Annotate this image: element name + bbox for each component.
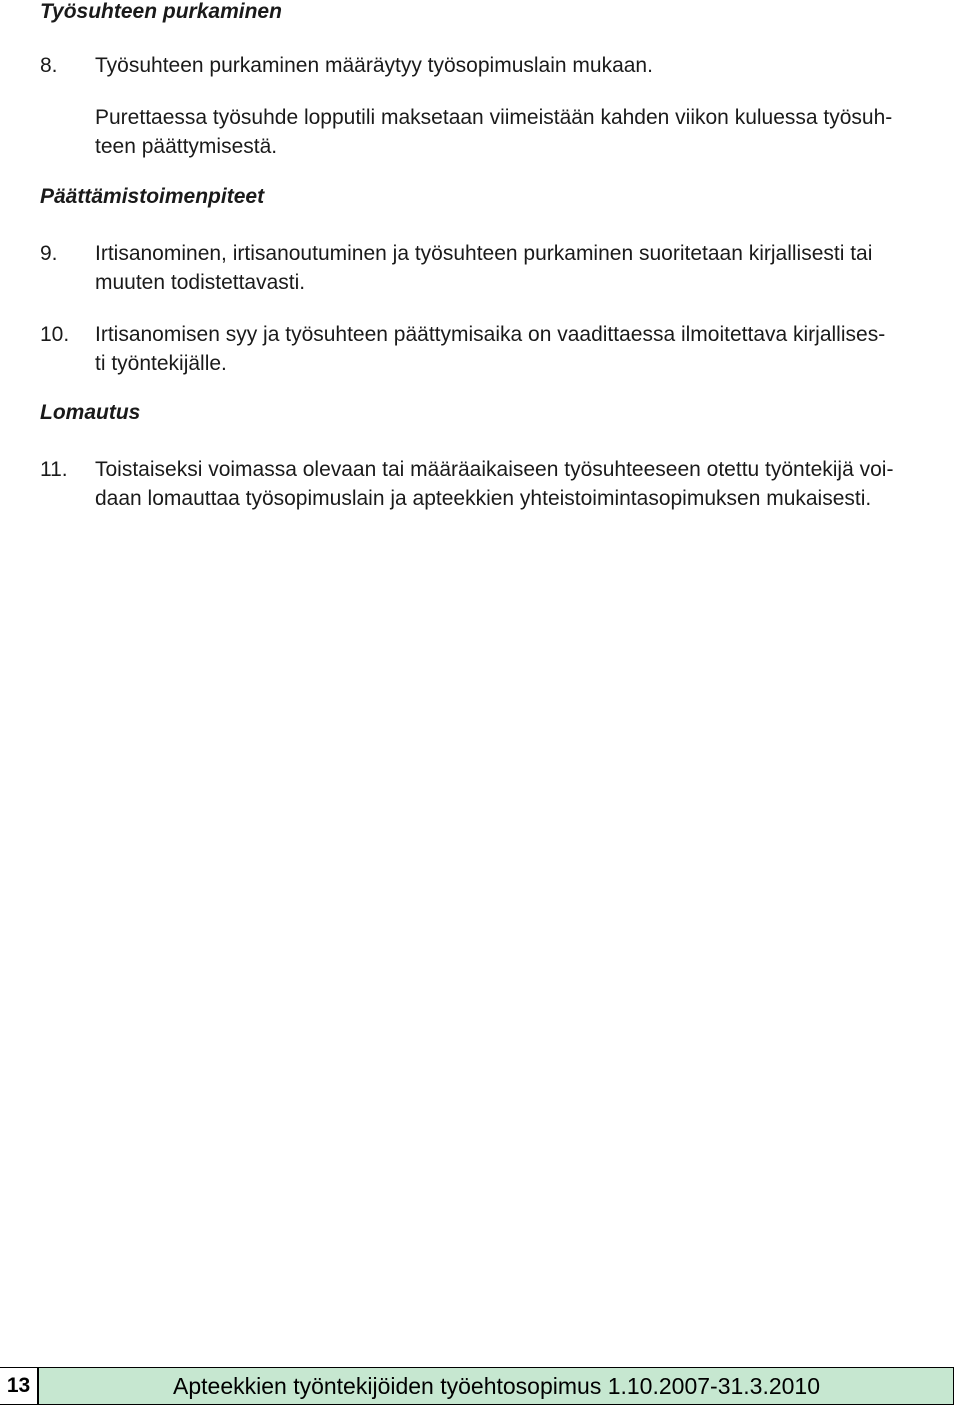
paragraph-9	[40, 239, 952, 297]
paragraph-number: 9.	[40, 242, 58, 265]
paragraph-text	[95, 320, 952, 378]
paragraph-10	[40, 320, 952, 378]
page-number: 13	[0, 1367, 38, 1405]
paragraph-number: 8.	[40, 54, 58, 77]
paragraph-line: daan lomauttaa työsopimuslain ja apteekkien yhteistoimintasopimuksen mukaisesti.	[95, 487, 872, 510]
footer-title-bar	[38, 1367, 954, 1405]
paragraph-line: Irtisanominen, irtisanoutuminen ja työsuhteen purkaminen suoritetaan kirjallisesti tai	[95, 242, 873, 265]
paragraph-text	[95, 51, 952, 80]
paragraph-line: Purettaessa työsuhde lopputili maksetaan viimeistään kahden viikon kuluessa työsuh-	[95, 106, 893, 129]
paragraph-line: ti työntekijälle.	[95, 352, 227, 375]
paragraph-line: teen päättymisestä.	[95, 135, 278, 158]
paragraph-line: Työsuhteen purkaminen määräytyy työsopimuslain mukaan.	[95, 54, 653, 77]
section-heading-lomautus: Lomautus	[40, 401, 141, 424]
paragraph-text	[95, 103, 952, 161]
paragraph-text	[95, 239, 952, 297]
paragraph-line: Irtisanomisen syy ja työsuhteen päättymisaika on vaadittaessa ilmoitettava kirjallises-	[95, 323, 886, 346]
paragraph-text	[95, 455, 952, 513]
paragraph-number: 10.	[40, 323, 70, 346]
paragraph-11	[40, 455, 952, 513]
section-heading-paattamistoimenpiteet: Päättämistoimenpiteet	[40, 185, 265, 208]
paragraph-number: 11.	[40, 458, 68, 481]
paragraph-line: muuten todistettavasti.	[95, 271, 306, 294]
paragraph-8	[40, 51, 952, 80]
paragraph-8-final-pay	[40, 103, 952, 161]
footer-title: Apteekkien työntekijöiden työehtosopimus 1.10.2007-31.3.2010	[173, 1372, 821, 1399]
paragraph-line: Toistaiseksi voimassa olevaan tai määräaikaiseen työsuhteeseen otettu työntekijä voi-	[95, 458, 894, 481]
section-heading-tyosuhteen-purkaminen: Työsuhteen purkaminen	[40, 0, 282, 23]
